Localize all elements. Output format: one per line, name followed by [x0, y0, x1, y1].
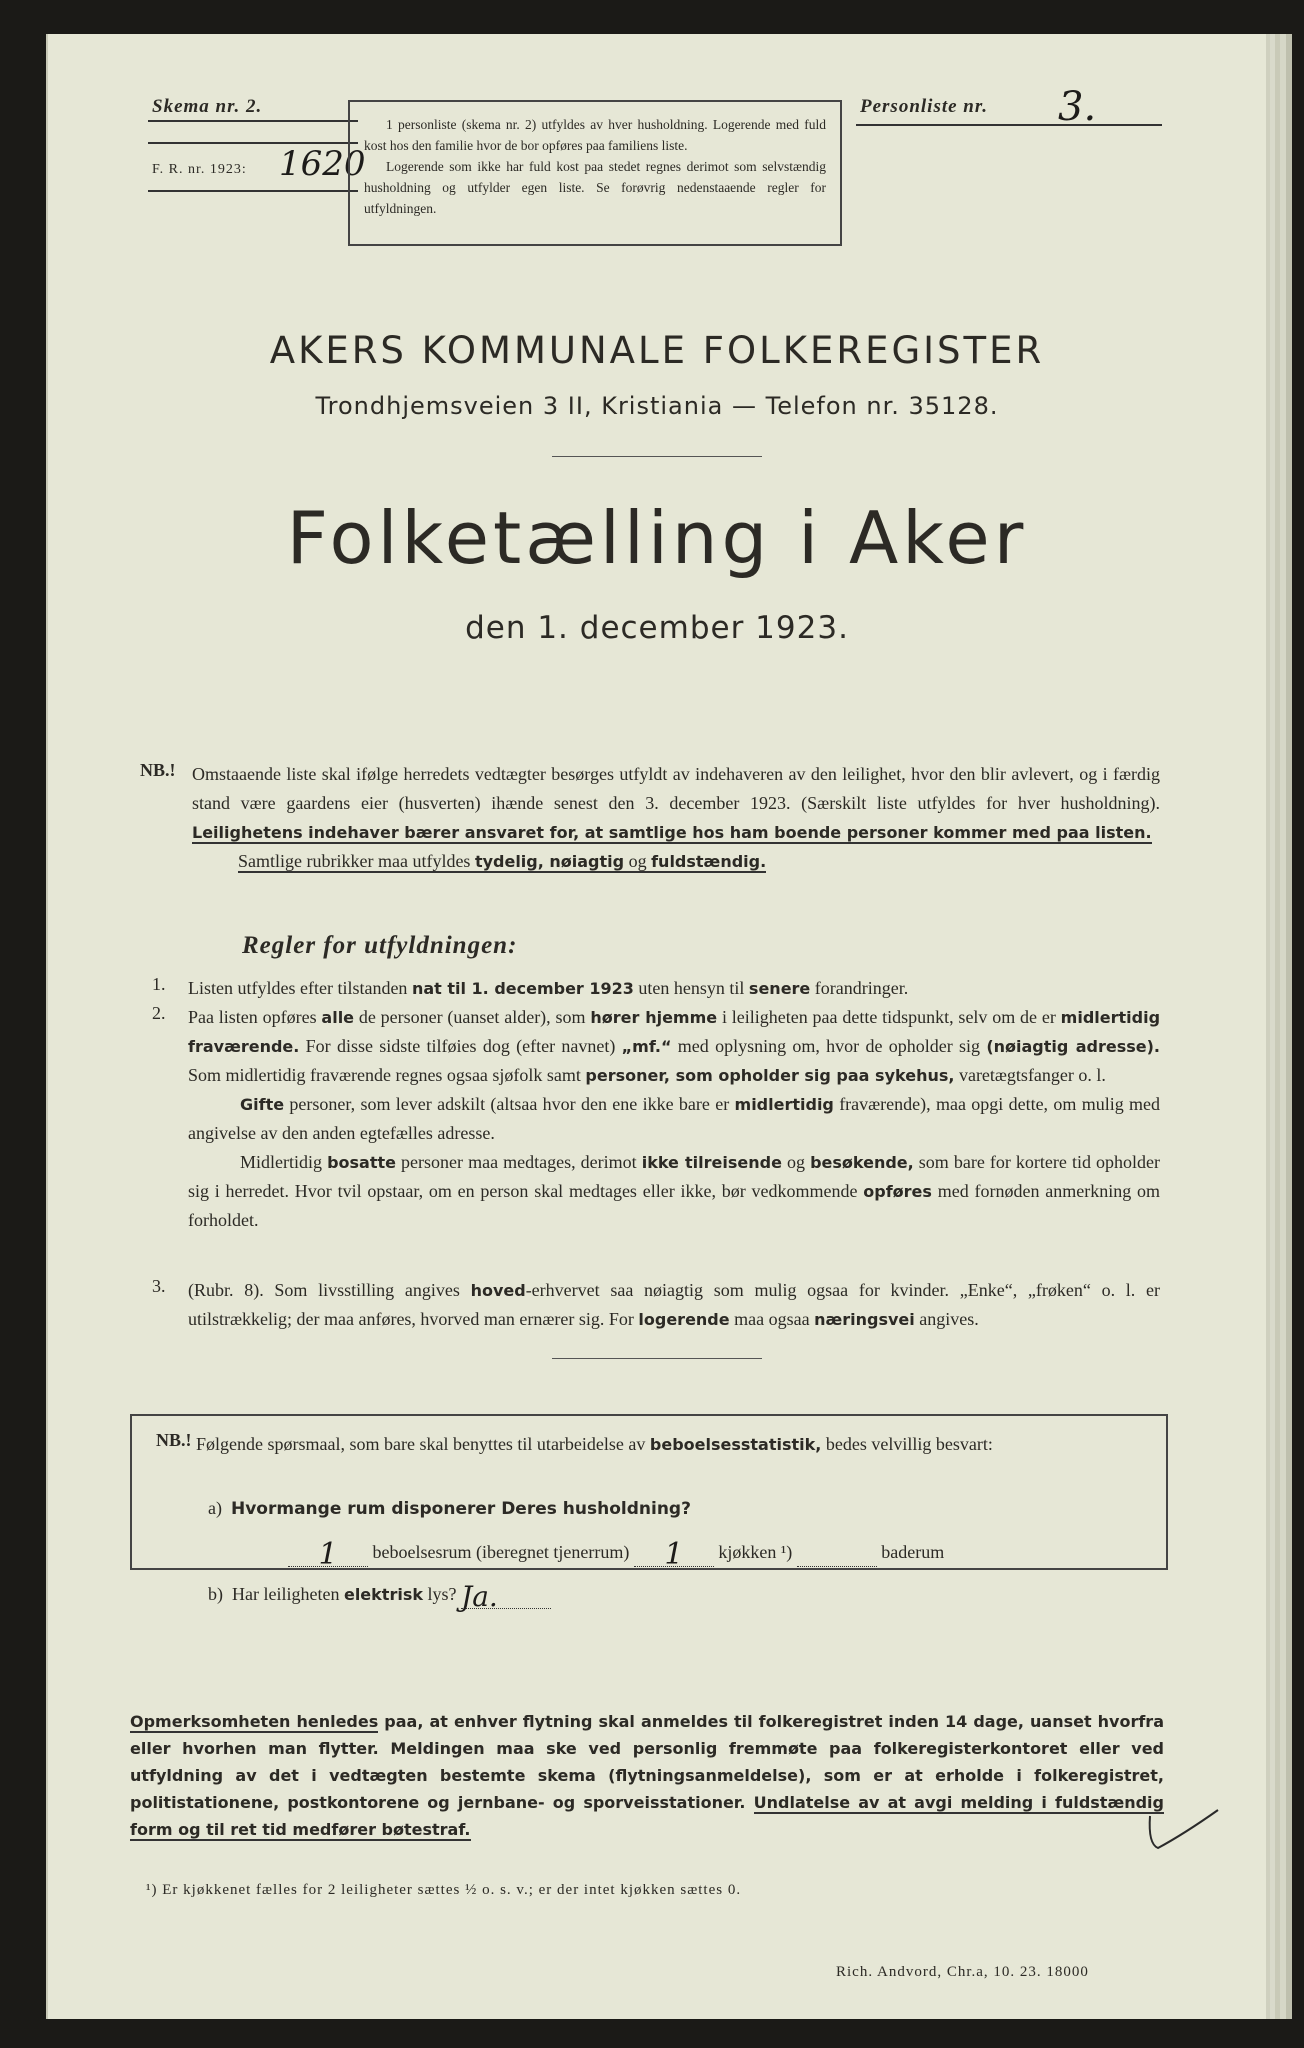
footnote: ¹) Er kjøkkenet fælles for 2 leiligheter sættes ½ o. s. v.; er der intet kjøkken sættes 0.	[146, 1882, 742, 1898]
nb-paragraph	[192, 760, 1160, 876]
skema-number: Skema nr. 2.	[152, 96, 263, 117]
question-b: b) Har leiligheten elektrisk lys? Ja.	[208, 1580, 551, 1609]
rules-heading: Regler for utfyldningen:	[242, 932, 518, 959]
rule-2: Paa listen opføres alle de personer (uanset alder), som hører hjemme i leiligheten paa dette tidspunkt, selv om de er midlertidig fraværende. For disse sidste tilføies dog (efter navnet) „mf.“ med oplysning om, hvor de opholder sig (nøiagtig adresse). Som midlertidig fraværende regnes ogsaa sjøfolk samt personer, som opholder sig paa sykehus, varetægtsfanger o. l. Gifte personer, som lever adskilt (altsaa hvor den ene ikke bare er midlertidig fraværende), maa opgi dette, om mulig med angivelse av den anden egtefælles adresse. Midlertidig bosatte personer maa medtages, derimot ikke tilreisende og besøkende, som bare for kortere tid opholder sig i herredet. Hvor tvil opstaar, om en person skal medtages eller ikke, bør vedkommende opføres med fornøden anmerkning om forholdet.	[188, 1003, 1160, 1235]
divider	[148, 120, 358, 122]
moving-notice: Opmerksomheten henledes paa, at enhver flytning skal anmeldes til folkeregistret inden 14 dage, uanset hvorfra eller hvorhen man flytter. Meldingen maa ske ved personlig fremmøte paa folkeregisterkontoret eller ved utfyldning av det i vedtægten bestemte skema (flytningsanmeldelse), som er at erholde i folkeregistret, politistationene, postkontorene og jernbane- og sporveisstationer. Undlatelse av at avgi melding i fuldstændig form og til ret tid medfører bøtestraf.	[130, 1712, 1164, 1839]
office-address: Trondhjemsveien 3 II, Kristiania — Telefon nr. 35128.	[315, 392, 999, 420]
question-a: a) Hvormange rum disponerer Deres husholdning? 1 beboelsesrum (iberegnet tjenerrum) 1 kjøkken ¹) baderum	[208, 1494, 1128, 1567]
divider	[552, 456, 762, 457]
office-name: AKERS KOMMUNALE FOLKEREGISTER	[269, 329, 1045, 372]
rule-number: 2.	[152, 1003, 166, 1023]
rule-2-residents: Midlertidig bosatte personer maa medtages, derimot ikke tilreisende og besøkende, som bare for kortere tid opholder sig i herredet. Hvor tvil opstaar, om en person skal medtages eller ikke, bør vedkommende opføres med fornøden anmerkning om forholdet.	[188, 1152, 1161, 1230]
divider	[148, 190, 358, 192]
page-title: Folketælling i Aker	[286, 496, 1028, 580]
nb2-text: Følgende spørsmaal, som bare skal benyttes til utarbeidelse av beboelsesstatistik, bedes velvillig besvart:	[196, 1434, 993, 1454]
census-date: den 1. december 1923.	[465, 610, 849, 646]
rule-2-married: Gifte personer, som lever adskilt (altsaa hvor den ene ikke bare er midlertidig fraværende), maa opgi dette, om mulig med angivelse av den anden egtefælles adresse.	[188, 1094, 1161, 1143]
nb-label: NB.!	[140, 760, 176, 780]
printer-imprint: Rich. Andvord, Chr.a, 10. 23. 18000	[836, 1964, 1089, 1980]
electric-light-field[interactable]: Ja.	[461, 1586, 551, 1609]
instruction-paragraph: 1 personliste (skema nr. 2) utfyldes av hver husholdning. Logerende med fuld kost hos den familie hvor de bor opføres paa familiens liste.	[364, 117, 826, 153]
rule-1: Listen utfyldes efter tilstanden nat til 1. december 1923 uten hensyn til senere forandringer.	[188, 978, 909, 998]
nb-requirement: Samtlige rubrikker maa utfyldes tydelig, nøiagtig og fuldstændig.	[238, 851, 767, 871]
fr-number-handwritten: 1620	[279, 144, 366, 184]
nb-text: Omstaaende liste skal ifølge herredets vedtægter besørges utfyldt av indehaveren av den leilighet, hvor den blir avlevert, og i færdig stand være gaardens eier (husverten) ihænde senest den 3. december 1923. (Særskilt liste utfyldes for hver husholdning).	[192, 764, 1160, 813]
rule-number: 1.	[152, 974, 166, 994]
checkmark-icon	[1144, 1804, 1224, 1864]
divider	[856, 124, 1162, 126]
personliste-number-handwritten: 3.	[1058, 84, 1097, 130]
bath-field[interactable]	[797, 1544, 877, 1567]
kitchen-field[interactable]: 1	[634, 1544, 714, 1567]
census-form-page	[46, 34, 1266, 2019]
nb-emphasis: Leilighetens indehaver bærer ansvaret for, at samtlige hos ham boende personer kommer med paa listen.	[192, 823, 1152, 842]
room-answers: 1 beboelsesrum (iberegnet tjenerrum) 1 kjøkken ¹) baderum	[288, 1538, 1128, 1567]
nb-label: NB.!	[156, 1430, 192, 1450]
rule-3: (Rubr. 8). Som livsstilling angives hoved-erhvervet saa nøiagtig som mulig ogsaa for kvinder. „Enke“, „frøken“ o. l. er utilstrækkelig; der maa anføres, hvorved man ernærer sig. For logerende maa ogsaa næringsvei angives.	[188, 1280, 1160, 1329]
fr-label: F. R. nr. 1923:	[152, 162, 247, 177]
rooms-field[interactable]: 1	[288, 1544, 368, 1567]
personliste-label: Personliste nr.	[860, 96, 988, 117]
rule-number: 3.	[152, 1276, 166, 1296]
instructions-box	[348, 100, 842, 246]
divider	[552, 1358, 762, 1359]
instruction-paragraph: Logerende som ikke har fuld kost paa stedet regnes derimot som selvstændig husholdning og utfylder egen liste. Se forøvrig nedenstaaende regler for utfyldningen.	[364, 159, 826, 216]
